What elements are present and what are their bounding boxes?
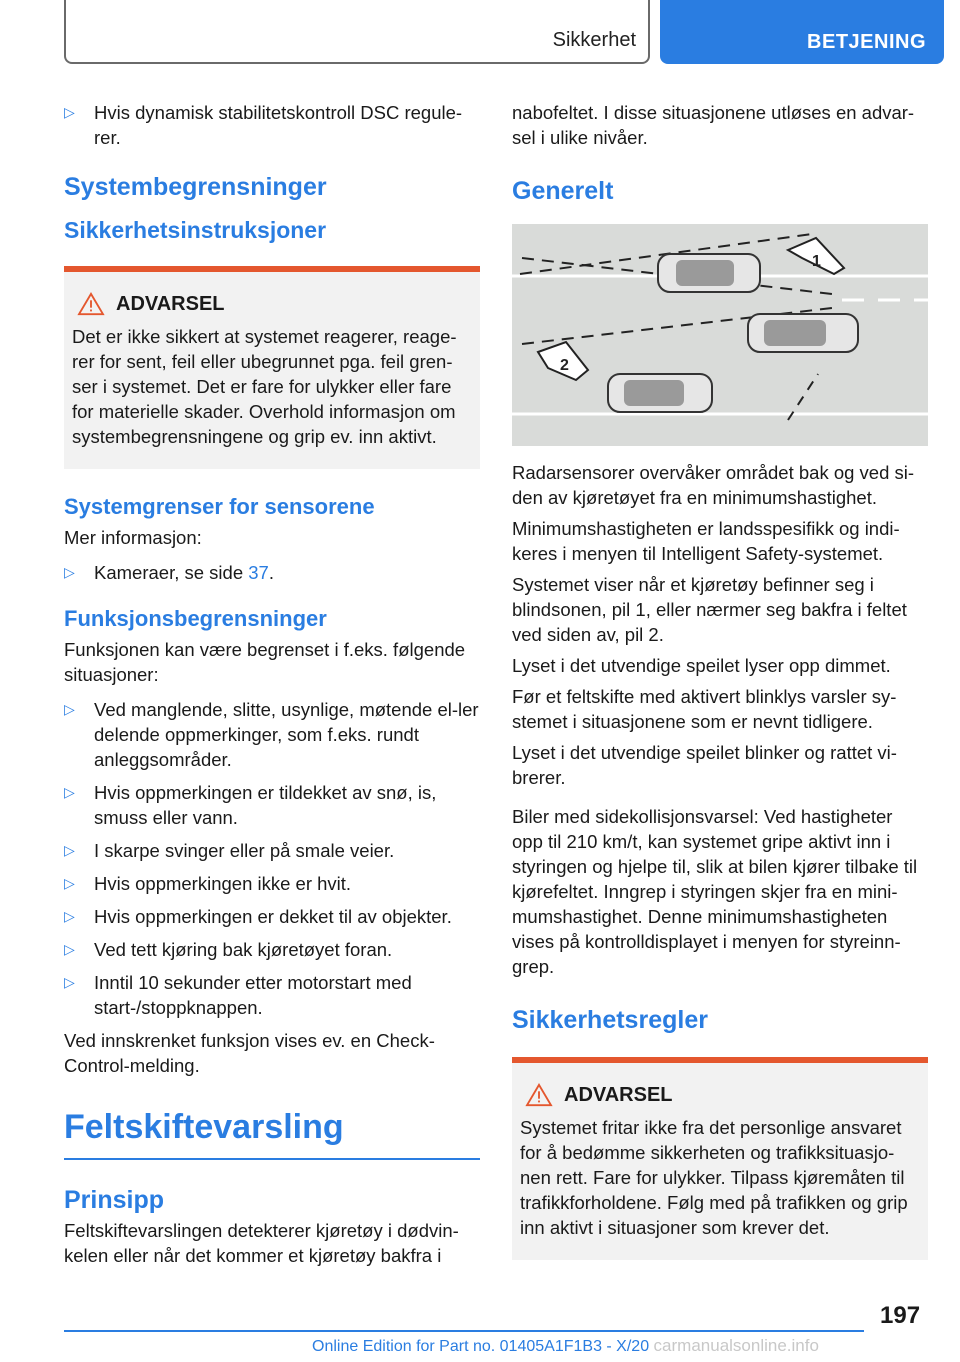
paragraph-4: Lyset i det utvendige speilet lyser opp dimmet.	[512, 655, 891, 676]
list-item	[64, 697, 480, 772]
header-section-tab	[64, 0, 650, 64]
heading-sikkerhetsinstruksjoner: Sikkerhetsinstruksjoner	[64, 217, 327, 243]
sensor-bullet	[64, 560, 480, 585]
function-outro: Ved innskrenket funksjon vises ev. en Check-Control-melding.	[64, 1030, 435, 1076]
triangle-bullet-icon: ▷	[64, 974, 75, 990]
function-intro: Funksjonen kan være begrenset i f.eks. følgende situasjoner:	[64, 639, 466, 685]
warning-title-text: ADVARSEL	[564, 1084, 673, 1106]
warning-title-1	[72, 292, 472, 316]
list-item-text: Ved tett kjøring bak kjøretøyet foran.	[94, 939, 393, 960]
list-item	[64, 838, 480, 863]
heading-function-limits: Funksjonsbegrensninger	[64, 606, 327, 631]
warning-text-1: Det er ikke sikkert at systemet reagerer, reage-rer for sent, feil eller ubegrunnet pga. feil gren-ser i systemet. Det er fare for ulykker eller fare for materielle skader. Overhold informasjon om systembegrensningene og grip ev. inn aktivt.	[72, 326, 457, 447]
heading-generelt: Generelt	[512, 177, 614, 205]
more-info-label: Mer informasjon:	[64, 527, 202, 548]
triangle-bullet-icon: ▷	[64, 701, 75, 717]
left-column	[64, 100, 480, 1274]
side-collision-paragraph: Biler med sidekollisjonsvarsel: Ved hastigheter opp til 210 km/t, kan systemet gripe aktivt inn i styringen og hjelpe til, slik at bilen kjører tilbake til kjørefeltet. Inngrep i styringen skjer fra en mini-mumshastighet. Denne minimumshastigheten vises på kontrolldisplayet i menyen for styreinn-grep.	[512, 806, 918, 977]
triangle-bullet-icon: ▷	[64, 842, 75, 858]
list-item	[64, 970, 480, 1020]
car-top	[658, 254, 760, 292]
intro-bullet	[64, 100, 480, 150]
warning-box-1	[64, 266, 480, 469]
svg-text:1: 1	[812, 253, 821, 270]
function-limit-list	[64, 697, 480, 1020]
warning-title-text: ADVARSEL	[116, 293, 225, 315]
heading-sensor-limits: Systemgrenser for sensorene	[64, 494, 375, 519]
page-link-37[interactable]: 37	[248, 562, 269, 583]
triangle-bullet-icon: ▷	[64, 875, 75, 891]
car-middle	[748, 314, 858, 352]
heading-prinsipp: Prinsipp	[64, 1186, 165, 1214]
sensor-bullet-text: Kameraer, se side	[94, 562, 244, 583]
list-item-text: Hvis oppmerkingen ikke er hvit.	[94, 873, 352, 894]
chapter-heading-feltskiftevarsling: Feltskiftevarsling	[64, 1106, 480, 1160]
triangle-bullet-icon: ▷	[64, 104, 75, 120]
heading-systembegrensninger: Systembegrensninger	[64, 173, 327, 201]
list-item-text: Hvis oppmerkingen er dekket til av objekter.	[94, 906, 452, 927]
list-item-text: I skarpe svinger eller på smale veier.	[94, 840, 395, 861]
lane-diagram	[512, 224, 928, 446]
footer-divider	[64, 1330, 864, 1332]
list-item-text: Hvis oppmerkingen er tildekket av snø, is, smuss eller vann.	[94, 782, 437, 828]
continued-text: nabofeltet. I disse situasjonene utløses en advar-sel i ulike nivåer.	[512, 102, 915, 148]
triangle-bullet-icon: ▷	[64, 908, 75, 924]
paragraph-2: Minimumshastigheten er landsspesifikk og indi-keres i menyen til Intelligent Safety-systemet.	[512, 518, 900, 564]
footer-edition	[312, 1336, 819, 1356]
list-item-text: Ved manglende, slitte, usynlige, møtende el-ler delende oppmerkinger, som f.eks. rundt anleggsområder.	[94, 699, 479, 770]
lane-change-illustration	[512, 224, 928, 446]
triangle-bullet-icon: ▷	[64, 564, 75, 580]
sensor-bullet-suffix: .	[268, 562, 274, 583]
svg-text:2: 2	[560, 357, 569, 374]
paragraph-5: Før et feltskifte med aktivert blinklys varsler sy-stemet i situasjonene som er nevnt tidligere.	[512, 686, 897, 732]
principle-text: Feltskiftevarslingen detekterer kjøretøy i dødvin-kelen eller når det kommer et kjøretøy bakfra i	[64, 1220, 459, 1266]
car-bottom	[608, 374, 712, 412]
paragraph-3: Systemet viser når et kjøretøy befinner seg i blindsonen, pil 1, eller nærmer seg bakfra i feltet ved siden av, pil 2.	[512, 574, 907, 645]
warning-box-2	[512, 1057, 928, 1260]
triangle-bullet-icon: ▷	[64, 941, 75, 957]
header-section-title: Sikkerhet	[552, 29, 636, 51]
list-item	[64, 937, 480, 962]
paragraph-1: Radarsensorer overvåker området bak og ved si-den av kjøretøyet fra en minimumshastighet.	[512, 462, 915, 508]
paragraph-6: Lyset i det utvendige speilet blinker og rattet vi-brerer.	[512, 742, 897, 788]
warning-triangle-icon	[76, 292, 106, 316]
list-item	[64, 780, 480, 830]
list-item-text: Inntil 10 sekunder etter motorstart med start-/stoppknappen.	[94, 972, 412, 1018]
footer-edition-text: Online Edition for Part no. 01405A1F1B3 - X/20	[312, 1338, 650, 1355]
list-item	[64, 871, 480, 896]
heading-sikkerhetsregler: Sikkerhetsregler	[512, 1006, 708, 1034]
triangle-bullet-icon: ▷	[64, 784, 75, 800]
right-column	[512, 100, 928, 1284]
page-number: 197	[880, 1302, 921, 1329]
header-chapter-title: BETJENING	[807, 31, 926, 53]
intro-bullet-text: Hvis dynamisk stabilitetskontroll DSC regule-rer.	[94, 102, 463, 148]
warning-text-2: Systemet fritar ikke fra det personlige ansvaret for å bedømme sikkerheten og trafikksituasjo-nen rett. Fare for ulykker. Tilpass kjøremåten til trafikkforholdene. Følg med på trafikken og grip inn aktivt i situasjoner som krever det.	[520, 1117, 908, 1238]
list-item	[64, 904, 480, 929]
warning-title-2	[520, 1083, 920, 1107]
header-chapter-tab	[660, 0, 944, 64]
warning-triangle-icon	[524, 1083, 554, 1107]
watermark: carmanualsonline.info	[653, 1336, 819, 1355]
